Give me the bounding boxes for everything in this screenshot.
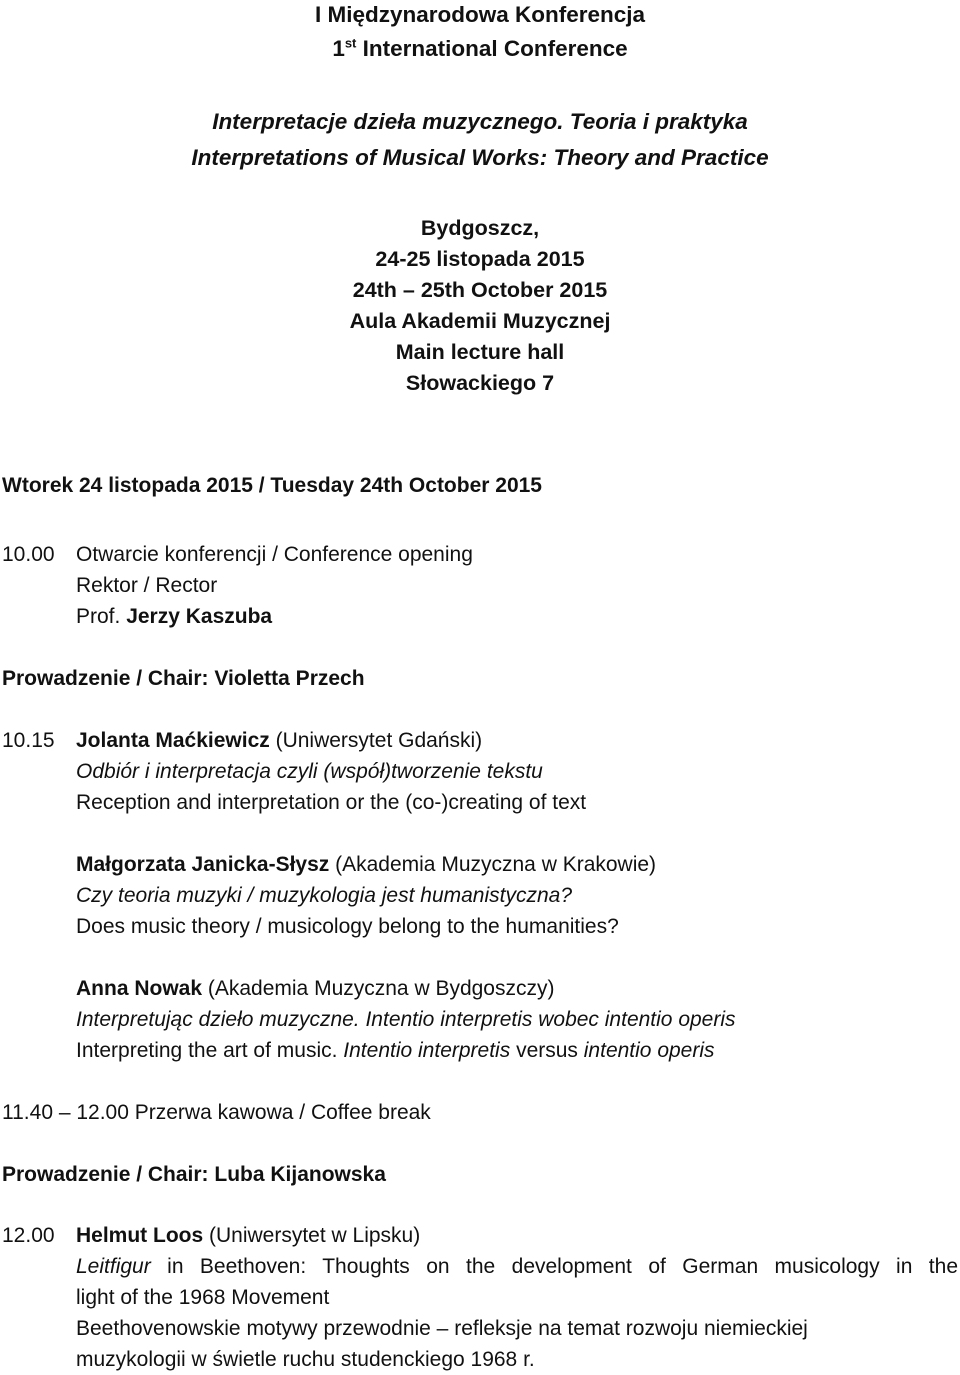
title-polish: I Międzynarodowa Konferencja <box>314 2 646 27</box>
talk-4-title-english-line-2: light of the 1968 Movement <box>76 1286 330 1309</box>
opening-title: Otwarcie konferencji / Conference opening <box>76 543 473 566</box>
talk-3-title-en-a: Interpreting the art of music. <box>76 1039 344 1062</box>
day-heading: Wtorek 24 listopada 2015 / Tuesday 24th October 2015 <box>2 474 542 497</box>
venue-polish: Aula Akademii Muzycznej <box>349 309 611 333</box>
coffee-break: 11.40 – 12.00 Przerwa kawowa / Coffee break <box>2 1101 431 1124</box>
talk-2-header <box>76 850 656 880</box>
dates-english: 24th – 25th October 2015 <box>352 278 608 302</box>
opening-name: Jerzy Kaszuba <box>126 605 273 628</box>
dates-polish: 24-25 listopada 2015 <box>375 247 585 271</box>
talk-1-title-english: Reception and interpretation or the (co-)creating of text <box>76 791 587 814</box>
talk-3-affiliation: (Akademia Muzyczna w Bydgoszczy) <box>202 977 555 1000</box>
subtitle-polish: Interpretacje dzieła muzycznego. Teoria i praktyka <box>212 109 748 134</box>
city: Bydgoszcz, <box>420 216 540 240</box>
talk-2-title-polish: Czy teoria muzyki / muzykologia jest humanistyczna? <box>76 884 573 907</box>
opening-person <box>76 602 272 632</box>
talk-3-speaker: Anna Nowak <box>76 977 203 1000</box>
talk-4-title-english-line-1 <box>76 1252 958 1282</box>
talk-1-speaker: Jolanta Maćkiewicz <box>76 729 270 752</box>
talk-4-title-polish-line-1: Beethovenowskie motywy przewodnie – refleksje na temat rozwoju niemieckiej <box>76 1317 808 1340</box>
talk-4-title-polish-line-2: muzykologii w świetle ruchu studenckiego 1968 r. <box>76 1348 535 1371</box>
talk-4-time: 12.00 <box>2 1224 55 1247</box>
opening-prefix: Prof. <box>76 605 127 628</box>
talk-3-title-polish <box>76 1005 736 1035</box>
talk-4-speaker: Helmut Loos <box>76 1224 204 1247</box>
title-english <box>0 34 960 64</box>
talk-3-title-pl-b: Intentio interpretis wobec intentio operis <box>365 1008 736 1031</box>
talk-1-time: 10.15 <box>2 729 55 752</box>
address: Słowackiego 7 <box>405 371 555 395</box>
talk-4-header <box>2 1221 420 1251</box>
talk-3-title-en-d: intentio operis <box>583 1039 715 1062</box>
talk-2-title-english: Does music theory / musicology belong to the humanities? <box>76 915 619 938</box>
talk-2-affiliation: (Akademia Muzyczna w Krakowie) <box>329 853 657 876</box>
talk-3-title-english <box>76 1036 715 1066</box>
title-en-number: 1 <box>332 36 345 61</box>
talk-1-affiliation: (Uniwersytet Gdański) <box>269 729 483 752</box>
talk-2-speaker: Małgorzata Janicka-Słysz <box>76 853 330 876</box>
chair-2: Prowadzenie / Chair: Luba Kijanowska <box>2 1163 386 1186</box>
title-en-superscript: st <box>344 35 357 51</box>
talk-3-title-pl-a: Interpretując dzieło muzyczne. <box>76 1008 366 1031</box>
venue-english: Main lecture hall <box>395 340 565 364</box>
talk-1-title-polish: Odbiór i interpretacja czyli (współ)tworzenie tekstu <box>76 760 543 783</box>
opening-role: Rektor / Rector <box>76 574 218 597</box>
talk-3-title-en-c: versus <box>510 1039 584 1062</box>
opening-time: 10.00 <box>2 543 55 566</box>
talk-3-title-en-b: Intentio interpretis <box>343 1039 511 1062</box>
title-en-rest: International Conference <box>356 36 628 61</box>
talk-4-leitfigur: Leitfigur <box>76 1255 151 1278</box>
opening-line <box>2 540 473 570</box>
talk-1-header <box>2 726 482 756</box>
subtitle-english: Interpretations of Musical Works: Theory and Practice <box>191 145 769 170</box>
talk-4-title-en-rest: in Beethoven: Thoughts on the development of German musicology in the <box>150 1255 958 1278</box>
talk-3-header <box>76 974 554 1004</box>
chair-1: Prowadzenie / Chair: Violetta Przech <box>2 667 365 690</box>
talk-4-affiliation: (Uniwersytet w Lipsku) <box>203 1224 421 1247</box>
